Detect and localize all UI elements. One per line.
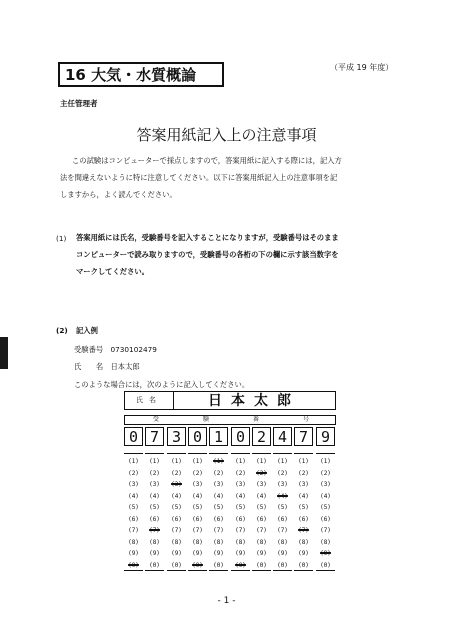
mark-bubble[interactable]: (5) (235, 504, 246, 511)
mark-bubble[interactable]: (3) (171, 481, 182, 488)
role-label: 主任管理者 (60, 99, 98, 108)
exam-year: （平成 19 年度） (330, 63, 394, 72)
note-2-title: 記入例 (76, 326, 98, 335)
mark-bubble[interactable]: (6) (320, 516, 331, 523)
mark-bubble[interactable]: (3) (320, 481, 331, 488)
mark-bubble[interactable]: (0) (128, 562, 139, 569)
mark-bubble[interactable]: (0) (171, 562, 182, 569)
mark-bubble[interactable]: (7) (128, 527, 139, 534)
mark-bubble[interactable]: (4) (192, 493, 203, 500)
mark-bubble[interactable]: (1) (298, 458, 309, 465)
mark-bubble[interactable]: (3) (298, 481, 309, 488)
mark-bubble[interactable]: (3) (128, 481, 139, 488)
example-name: 氏 名 日本太郎 (74, 362, 140, 371)
mark-bubble[interactable]: (5) (213, 504, 224, 511)
mark-bubble[interactable]: (9) (298, 550, 309, 557)
bubble-column (188, 453, 207, 571)
mark-bubble[interactable]: (0) (256, 562, 267, 569)
subject-title-box: 16 大気・水質概論 (58, 62, 224, 87)
name-row (124, 391, 336, 410)
mark-bubble[interactable]: (6) (298, 516, 309, 523)
bubble-column (294, 453, 313, 571)
mark-bubble[interactable]: (8) (298, 539, 309, 546)
mark-bubble[interactable]: (8) (192, 539, 203, 546)
exam-digit-cell: 1 (209, 427, 228, 446)
name-label: 氏名 (125, 392, 174, 409)
mark-bubble[interactable]: (2) (256, 470, 267, 477)
mark-bubble[interactable]: (3) (256, 481, 267, 488)
mark-bubble[interactable]: (4) (149, 493, 160, 500)
mark-bubble[interactable]: (9) (320, 550, 331, 557)
mark-bubble[interactable]: (5) (256, 504, 267, 511)
mark-bubble[interactable]: (2) (192, 470, 203, 477)
mark-bubble[interactable]: (9) (171, 550, 182, 557)
mark-bubble[interactable]: (2) (298, 470, 309, 477)
mark-bubble[interactable]: (5) (171, 504, 182, 511)
mark-bubble[interactable]: (7) (171, 527, 182, 534)
mark-bubble[interactable]: (7) (320, 527, 331, 534)
exam-digit-cell: 0 (124, 427, 143, 446)
mark-bubble[interactable]: (5) (298, 504, 309, 511)
bubble-column (273, 453, 292, 571)
mark-bubble-grid (124, 453, 336, 571)
mark-bubble[interactable]: (9) (213, 550, 224, 557)
intro-line: この試験はコンピューターで採点しますので，答案用紙に記入する際には，記入方 (72, 156, 342, 165)
exam-digit-cell: 7 (145, 427, 164, 446)
mark-bubble[interactable]: (1) (128, 458, 139, 465)
mark-bubble[interactable]: (4) (320, 493, 331, 500)
bubble-column (124, 453, 143, 571)
intro-line: しますから，よく読んでください。 (60, 189, 177, 199)
exam-number-header (124, 415, 336, 425)
bubble-column (167, 453, 186, 571)
note-1-line: マークしてください。 (76, 266, 149, 276)
mark-bubble[interactable]: (1) (256, 458, 267, 465)
exam-header-char: 号 (303, 416, 310, 423)
mark-bubble[interactable]: (9) (192, 550, 203, 557)
mark-bubble[interactable]: (7) (149, 527, 160, 534)
mark-bubble[interactable]: (4) (235, 493, 246, 500)
mark-bubble[interactable]: (4) (298, 493, 309, 500)
mark-bubble[interactable]: (1) (192, 458, 203, 465)
mark-bubble[interactable]: (8) (149, 539, 160, 546)
mark-bubble[interactable]: (5) (192, 504, 203, 511)
mark-bubble[interactable]: (4) (277, 493, 288, 500)
bubble-column (231, 453, 250, 571)
mark-bubble[interactable]: (7) (235, 527, 246, 534)
mark-bubble[interactable]: (8) (277, 539, 288, 546)
exam-digit-cell: 0 (188, 427, 207, 446)
mark-bubble[interactable]: (5) (149, 504, 160, 511)
mark-bubble[interactable]: (3) (192, 481, 203, 488)
mark-bubble[interactable]: (9) (256, 550, 267, 557)
mark-bubble[interactable]: (8) (235, 539, 246, 546)
mark-bubble[interactable]: (0) (277, 562, 288, 569)
mark-bubble[interactable]: (6) (192, 516, 203, 523)
side-tab-marker (0, 337, 8, 369)
mark-bubble[interactable]: (3) (235, 481, 246, 488)
mark-bubble[interactable]: (4) (213, 493, 224, 500)
mark-bubble[interactable]: (3) (277, 481, 288, 488)
mark-bubble[interactable]: (7) (298, 527, 309, 534)
mark-bubble[interactable]: (1) (213, 458, 224, 465)
mark-bubble[interactable]: (1) (277, 458, 288, 465)
mark-bubble[interactable]: (5) (277, 504, 288, 511)
mark-bubble[interactable]: (6) (213, 516, 224, 523)
mark-bubble[interactable]: (2) (149, 470, 160, 477)
exam-digit-cell: 3 (167, 427, 186, 446)
mark-bubble[interactable]: (8) (320, 539, 331, 546)
mark-bubble[interactable]: (0) (298, 562, 309, 569)
mark-bubble[interactable]: (5) (320, 504, 331, 511)
mark-bubble[interactable]: (7) (256, 527, 267, 534)
mark-bubble[interactable]: (2) (171, 470, 182, 477)
exam-digit-cell: 2 (252, 427, 271, 446)
mark-bubble[interactable]: (3) (149, 481, 160, 488)
mark-bubble[interactable]: (6) (277, 516, 288, 523)
note-1-line: コンピューターで読み取りますので，受験番号の各桁の下の欄に示す該当数字を (76, 249, 339, 259)
exam-header-char: 番 (253, 416, 260, 423)
mark-bubble[interactable]: (0) (192, 562, 203, 569)
name-value: 日本太郎 (208, 393, 300, 409)
mark-bubble[interactable]: (7) (192, 527, 203, 534)
exam-digit-cell: 0 (231, 427, 250, 446)
mark-bubble[interactable]: (0) (149, 562, 160, 569)
mark-bubble[interactable]: (4) (128, 493, 139, 500)
note-1-line: 答案用紙には氏名，受験番号を記入することになりますが，受験番号はそのまま (76, 233, 339, 242)
mark-bubble[interactable]: (2) (213, 470, 224, 477)
mark-bubble[interactable]: (7) (213, 527, 224, 534)
mark-bubble[interactable]: (8) (128, 539, 139, 546)
mark-bubble[interactable]: (6) (128, 516, 139, 523)
mark-bubble[interactable]: (2) (235, 470, 246, 477)
mark-bubble[interactable]: (4) (256, 493, 267, 500)
intro-line: 法を間違えないように特に注意してください。以下に答案用紙記入上の注意事項を記 (60, 172, 338, 182)
mark-bubble[interactable]: (9) (235, 550, 246, 557)
example-exam-number: 受験番号 0730102479 (74, 345, 157, 354)
mark-bubble[interactable]: (5) (128, 504, 139, 511)
mark-bubble[interactable]: (2) (320, 470, 331, 477)
mark-bubble[interactable]: (2) (277, 470, 288, 477)
mark-bubble[interactable]: (2) (128, 470, 139, 477)
bubble-column (316, 453, 335, 571)
mark-bubble[interactable]: (7) (277, 527, 288, 534)
mark-bubble[interactable]: (6) (235, 516, 246, 523)
bubble-column (145, 453, 164, 571)
exam-header-char: 受 (153, 416, 160, 423)
mark-bubble[interactable]: (6) (171, 516, 182, 523)
mark-bubble[interactable]: (1) (149, 458, 160, 465)
mark-bubble[interactable]: (9) (128, 550, 139, 557)
bubble-column (209, 453, 228, 571)
note-2-label: (2) (56, 326, 68, 335)
mark-bubble[interactable]: (0) (235, 562, 246, 569)
note-1-label: (1) (56, 234, 67, 243)
mark-bubble[interactable]: (9) (277, 550, 288, 557)
exam-digit-cell: 4 (273, 427, 292, 446)
mark-bubble[interactable]: (8) (256, 539, 267, 546)
mark-bubble[interactable]: (4) (171, 493, 182, 500)
mark-bubble[interactable]: (0) (320, 562, 331, 569)
bubble-column (252, 453, 271, 571)
mark-bubble[interactable]: (1) (320, 458, 331, 465)
page-title: 答案用紙記入上の注意事項 (136, 126, 317, 144)
page-number: - 1 - (217, 596, 236, 606)
mark-bubble[interactable]: (1) (171, 458, 182, 465)
mark-bubble[interactable]: (6) (149, 516, 160, 523)
mark-bubble[interactable]: (9) (149, 550, 160, 557)
exam-header-char: 験 (203, 416, 210, 423)
mark-bubble[interactable]: (8) (213, 539, 224, 546)
exam-digit-cell: 9 (316, 427, 335, 446)
mark-bubble[interactable]: (0) (213, 562, 224, 569)
mark-bubble[interactable]: (6) (256, 516, 267, 523)
exam-digit-cell: 7 (294, 427, 313, 446)
intro-paragraph (60, 153, 398, 203)
example-instruction: このような場合には，次のように記入してください。 (74, 380, 250, 389)
mark-bubble[interactable]: (1) (235, 458, 246, 465)
exam-digits-row (124, 427, 336, 447)
mark-bubble[interactable]: (8) (171, 539, 182, 546)
mark-bubble[interactable]: (3) (213, 481, 224, 488)
note-1-paragraph (76, 230, 406, 280)
